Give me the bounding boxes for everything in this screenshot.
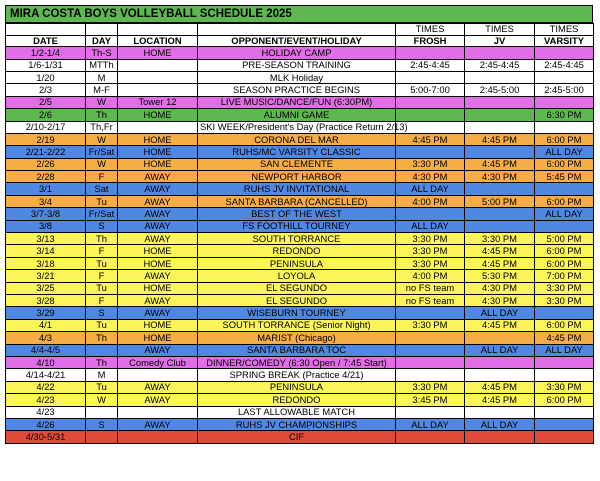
jv-time-cell bbox=[465, 406, 535, 418]
schedule-row bbox=[6, 332, 594, 344]
frosh-time-cell bbox=[396, 96, 465, 108]
schedule-row bbox=[6, 381, 594, 393]
day-cell: MTTh bbox=[86, 59, 118, 71]
date-cell: 2/3 bbox=[6, 84, 86, 96]
frosh-time-cell bbox=[396, 406, 465, 418]
varsity-time-cell bbox=[535, 121, 594, 133]
frosh-time-cell: 3:45 PM bbox=[396, 394, 465, 406]
varsity-time-cell: 6:00 PM bbox=[535, 133, 594, 145]
frosh-time-cell: 3:30 PM bbox=[396, 257, 465, 269]
frosh-time-cell: 3:30 PM bbox=[396, 319, 465, 331]
date-cell: 3/18 bbox=[6, 257, 86, 269]
jv-time-cell: 4:45 PM bbox=[465, 394, 535, 406]
date-cell: 2/5 bbox=[6, 96, 86, 108]
location-cell: Tower 12 bbox=[118, 96, 198, 108]
schedule-row bbox=[6, 257, 594, 269]
location-cell: HOME bbox=[118, 146, 198, 158]
frosh-time-cell bbox=[396, 208, 465, 220]
day-cell: F bbox=[86, 245, 118, 257]
date-cell: 1/6-1/31 bbox=[6, 59, 86, 71]
date-cell: 3/8 bbox=[6, 220, 86, 232]
header-top-cell bbox=[198, 24, 396, 36]
schedule-title: MIRA COSTA BOYS VOLLEYBALL SCHEDULE 2025 bbox=[5, 5, 593, 23]
location-cell: HOME bbox=[118, 133, 198, 145]
date-cell: 4/4-4/5 bbox=[6, 344, 86, 356]
day-cell: Th bbox=[86, 233, 118, 245]
varsity-time-cell bbox=[535, 183, 594, 195]
opponent-cell: PENINSULA bbox=[198, 381, 396, 393]
jv-time-cell: 3:30 PM bbox=[465, 233, 535, 245]
location-cell bbox=[118, 369, 198, 381]
jv-time-cell: 2:45-4:45 bbox=[465, 59, 535, 71]
frosh-time-cell bbox=[396, 356, 465, 368]
opponent-cell: RUHS JV INVITATIONAL bbox=[198, 183, 396, 195]
opponent-cell: DINNER/COMEDY (6:30 Open / 7:45 Start) bbox=[198, 356, 396, 368]
frosh-time-cell: 3:30 PM bbox=[396, 233, 465, 245]
frosh-time-cell: 4:00 PM bbox=[396, 195, 465, 207]
location-cell: HOME bbox=[118, 332, 198, 344]
jv-time-cell bbox=[465, 71, 535, 83]
location-cell: AWAY bbox=[118, 220, 198, 232]
opponent-cell: NEWPORT HARBOR bbox=[198, 171, 396, 183]
opponent-cell: PENINSULA bbox=[198, 257, 396, 269]
location-cell: AWAY bbox=[118, 418, 198, 430]
jv-time-cell: 4:45 PM bbox=[465, 245, 535, 257]
varsity-time-cell: 7:00 PM bbox=[535, 270, 594, 282]
varsity-time-cell: ALL DAY bbox=[535, 146, 594, 158]
opponent-cell: SOUTH TORRANCE (Senior Night) bbox=[198, 319, 396, 331]
header-opponent: OPPONENT/EVENT/HOLIDAY bbox=[198, 35, 396, 47]
frosh-time-cell bbox=[396, 47, 465, 59]
opponent-cell: SANTA BARBARA (CANCELLED) bbox=[198, 195, 396, 207]
frosh-time-cell bbox=[396, 307, 465, 319]
schedule-row bbox=[6, 195, 594, 207]
jv-time-cell bbox=[465, 369, 535, 381]
header-top-cell: TIMES bbox=[396, 24, 465, 36]
opponent-cell: ALUMNI GAME bbox=[198, 109, 396, 121]
day-cell: Th bbox=[86, 356, 118, 368]
day-cell: Tu bbox=[86, 195, 118, 207]
location-cell: AWAY bbox=[118, 208, 198, 220]
frosh-time-cell: 5:00-7:00 bbox=[396, 84, 465, 96]
schedule-row bbox=[6, 282, 594, 294]
schedule-row bbox=[6, 133, 594, 145]
day-cell: S bbox=[86, 307, 118, 319]
jv-time-cell: 4:45 PM bbox=[465, 381, 535, 393]
varsity-time-cell: 3:30 PM bbox=[535, 282, 594, 294]
schedule-row bbox=[6, 183, 594, 195]
frosh-time-cell: 3:30 PM bbox=[396, 158, 465, 170]
schedule-row bbox=[6, 84, 594, 96]
date-cell: 2/26 bbox=[6, 158, 86, 170]
day-cell: W bbox=[86, 96, 118, 108]
schedule-row bbox=[6, 208, 594, 220]
schedule-row bbox=[6, 394, 594, 406]
jv-time-cell: 4:30 PM bbox=[465, 171, 535, 183]
varsity-time-cell bbox=[535, 406, 594, 418]
frosh-time-cell: ALL DAY bbox=[396, 418, 465, 430]
opponent-cell: MARIST (Chicago) bbox=[198, 332, 396, 344]
opponent-cell: PRE-SEASON TRAINING bbox=[198, 59, 396, 71]
day-cell: Fr/Sat bbox=[86, 146, 118, 158]
day-cell: S bbox=[86, 418, 118, 430]
frosh-time-cell: 4:00 PM bbox=[396, 270, 465, 282]
header-date: DATE bbox=[6, 35, 86, 47]
frosh-time-cell: ALL DAY bbox=[396, 183, 465, 195]
opponent-cell: REDONDO bbox=[198, 394, 396, 406]
day-cell: Sat bbox=[86, 183, 118, 195]
frosh-time-cell bbox=[396, 369, 465, 381]
date-cell: 4/23 bbox=[6, 394, 86, 406]
date-cell: 3/21 bbox=[6, 270, 86, 282]
frosh-time-cell: 2:45-4:45 bbox=[396, 59, 465, 71]
frosh-time-cell: 3:30 PM bbox=[396, 245, 465, 257]
frosh-time-cell: 4:45 PM bbox=[396, 133, 465, 145]
frosh-time-cell: 3:30 PM bbox=[396, 381, 465, 393]
varsity-time-cell bbox=[535, 220, 594, 232]
jv-time-cell: 5:00 PM bbox=[465, 195, 535, 207]
location-cell: HOME bbox=[118, 319, 198, 331]
day-cell: Th,Fr bbox=[86, 121, 118, 133]
schedule-row bbox=[6, 233, 594, 245]
location-cell: AWAY bbox=[118, 295, 198, 307]
schedule-row bbox=[6, 319, 594, 331]
jv-time-cell: 5:30 PM bbox=[465, 270, 535, 282]
day-cell: S bbox=[86, 220, 118, 232]
varsity-time-cell: 6:00 PM bbox=[535, 158, 594, 170]
date-cell: 2/10-2/17 bbox=[6, 121, 86, 133]
varsity-time-cell: ALL DAY bbox=[535, 344, 594, 356]
location-cell: AWAY bbox=[118, 183, 198, 195]
schedule-row bbox=[6, 406, 594, 418]
location-cell: HOME bbox=[118, 282, 198, 294]
date-cell: 2/6 bbox=[6, 109, 86, 121]
day-cell: W bbox=[86, 394, 118, 406]
varsity-time-cell: 3:30 PM bbox=[535, 295, 594, 307]
location-cell bbox=[118, 84, 198, 96]
day-cell: F bbox=[86, 270, 118, 282]
jv-time-cell bbox=[465, 146, 535, 158]
day-cell bbox=[86, 344, 118, 356]
location-cell: HOME bbox=[118, 158, 198, 170]
schedule-sheet bbox=[5, 5, 593, 444]
location-cell bbox=[118, 71, 198, 83]
date-cell: 3/28 bbox=[6, 295, 86, 307]
schedule-row bbox=[6, 59, 594, 71]
schedule-table bbox=[5, 23, 594, 444]
opponent-cell: RUHS/MC VARSITY CLASSIC bbox=[198, 146, 396, 158]
header-top-cell bbox=[6, 24, 86, 36]
location-cell: AWAY bbox=[118, 307, 198, 319]
schedule-row bbox=[6, 121, 594, 133]
opponent-cell: SAN CLEMENTE bbox=[198, 158, 396, 170]
opponent-cell: LIVE MUSIC/DANCE/FUN (6:30PM) bbox=[198, 96, 396, 108]
jv-time-cell: 4:45 PM bbox=[465, 257, 535, 269]
schedule-row bbox=[6, 307, 594, 319]
day-cell: M-F bbox=[86, 84, 118, 96]
schedule-row bbox=[6, 295, 594, 307]
day-cell: Th bbox=[86, 332, 118, 344]
opponent-cell: CIF bbox=[198, 431, 396, 443]
schedule-row bbox=[6, 146, 594, 158]
frosh-time-cell: no FS team bbox=[396, 282, 465, 294]
schedule-row bbox=[6, 47, 594, 59]
opponent-cell: FS FOOTHILL TOURNEY bbox=[198, 220, 396, 232]
date-cell: 3/7-3/8 bbox=[6, 208, 86, 220]
varsity-time-cell: 3:30 PM bbox=[535, 381, 594, 393]
location-cell: AWAY bbox=[118, 344, 198, 356]
header-day: DAY bbox=[86, 35, 118, 47]
date-cell: 2/21-2/22 bbox=[6, 146, 86, 158]
location-cell: HOME bbox=[118, 109, 198, 121]
opponent-cell: BEST OF THE WEST bbox=[198, 208, 396, 220]
location-cell: HOME bbox=[118, 257, 198, 269]
schedule-row bbox=[6, 220, 594, 232]
header-top-cell: TIMES bbox=[465, 24, 535, 36]
opponent-cell: LAST ALLOWABLE MATCH bbox=[198, 406, 396, 418]
opponent-cell: EL SEGUNDO bbox=[198, 295, 396, 307]
frosh-time-cell: no FS team bbox=[396, 295, 465, 307]
jv-time-cell bbox=[465, 431, 535, 443]
opponent-cell: SANTA BARBARA TOC bbox=[198, 344, 396, 356]
day-cell: Fr/Sat bbox=[86, 208, 118, 220]
date-cell: 2/28 bbox=[6, 171, 86, 183]
jv-time-cell bbox=[465, 47, 535, 59]
day-cell bbox=[86, 406, 118, 418]
varsity-time-cell: 2:45-5:00 bbox=[535, 84, 594, 96]
varsity-time-cell: 6:00 PM bbox=[535, 394, 594, 406]
schedule-row bbox=[6, 356, 594, 368]
opponent-cell: SKI WEEK/President's Day (Practice Return 2/13) bbox=[198, 121, 396, 133]
location-cell bbox=[118, 431, 198, 443]
date-cell: 4/3 bbox=[6, 332, 86, 344]
date-cell: 4/10 bbox=[6, 356, 86, 368]
header-varsity: VARSITY bbox=[535, 35, 594, 47]
day-cell: W bbox=[86, 133, 118, 145]
location-cell: AWAY bbox=[118, 270, 198, 282]
opponent-cell: WISEBURN TOURNEY bbox=[198, 307, 396, 319]
day-cell: Tu bbox=[86, 282, 118, 294]
opponent-cell: SPRING BREAK (Practice 4/21) bbox=[198, 369, 396, 381]
day-cell: Th-S bbox=[86, 47, 118, 59]
location-cell: AWAY bbox=[118, 233, 198, 245]
day-cell bbox=[86, 431, 118, 443]
varsity-time-cell bbox=[535, 307, 594, 319]
date-cell: 4/30-5/31 bbox=[6, 431, 86, 443]
header-top-cell bbox=[86, 24, 118, 36]
date-cell: 3/14 bbox=[6, 245, 86, 257]
location-cell: HOME bbox=[118, 47, 198, 59]
varsity-time-cell: 6:00 PM bbox=[535, 319, 594, 331]
opponent-cell: CORONA DEL MAR bbox=[198, 133, 396, 145]
jv-time-cell bbox=[465, 208, 535, 220]
jv-time-cell bbox=[465, 356, 535, 368]
opponent-cell: SOUTH TORRANCE bbox=[198, 233, 396, 245]
day-cell: W bbox=[86, 158, 118, 170]
location-cell: AWAY bbox=[118, 195, 198, 207]
date-cell: 4/14-4/21 bbox=[6, 369, 86, 381]
varsity-time-cell bbox=[535, 431, 594, 443]
varsity-time-cell: 6:00 PM bbox=[535, 245, 594, 257]
schedule-row bbox=[6, 431, 594, 443]
jv-time-cell: ALL DAY bbox=[465, 418, 535, 430]
varsity-time-cell bbox=[535, 356, 594, 368]
varsity-time-cell: 2:45-4:45 bbox=[535, 59, 594, 71]
frosh-time-cell bbox=[396, 431, 465, 443]
jv-time-cell: 4:45 PM bbox=[465, 319, 535, 331]
jv-time-cell: 4:45 PM bbox=[465, 158, 535, 170]
jv-time-cell: ALL DAY bbox=[465, 307, 535, 319]
varsity-time-cell bbox=[535, 71, 594, 83]
opponent-cell: SEASON PRACTICE BEGINS bbox=[198, 84, 396, 96]
date-cell: 1/20 bbox=[6, 71, 86, 83]
jv-time-cell: 4:45 PM bbox=[465, 133, 535, 145]
opponent-cell: MLK Holiday bbox=[198, 71, 396, 83]
date-cell: 3/29 bbox=[6, 307, 86, 319]
header-times-row bbox=[6, 24, 594, 36]
varsity-time-cell: 5:00 PM bbox=[535, 233, 594, 245]
varsity-time-cell bbox=[535, 369, 594, 381]
frosh-time-cell: ALL DAY bbox=[396, 220, 465, 232]
schedule-row bbox=[6, 109, 594, 121]
jv-time-cell bbox=[465, 220, 535, 232]
schedule-row bbox=[6, 369, 594, 381]
frosh-time-cell bbox=[396, 71, 465, 83]
varsity-time-cell bbox=[535, 418, 594, 430]
location-cell bbox=[118, 59, 198, 71]
header-location: LOCATION bbox=[118, 35, 198, 47]
date-cell: 3/13 bbox=[6, 233, 86, 245]
jv-time-cell bbox=[465, 332, 535, 344]
frosh-time-cell bbox=[396, 146, 465, 158]
header-top-cell: TIMES bbox=[535, 24, 594, 36]
location-cell: AWAY bbox=[118, 171, 198, 183]
header-frosh: FROSH bbox=[396, 35, 465, 47]
day-cell: M bbox=[86, 71, 118, 83]
schedule-row bbox=[6, 344, 594, 356]
schedule-row bbox=[6, 158, 594, 170]
date-cell: 4/1 bbox=[6, 319, 86, 331]
date-cell: 1/2-1/4 bbox=[6, 47, 86, 59]
location-cell: AWAY bbox=[118, 381, 198, 393]
location-cell: HOME bbox=[118, 245, 198, 257]
varsity-time-cell: 4:45 PM bbox=[535, 332, 594, 344]
header-top-cell bbox=[118, 24, 198, 36]
schedule-row bbox=[6, 418, 594, 430]
schedule-row bbox=[6, 171, 594, 183]
frosh-time-cell bbox=[396, 109, 465, 121]
jv-time-cell bbox=[465, 96, 535, 108]
day-cell: F bbox=[86, 171, 118, 183]
opponent-cell: RUHS JV CHAMPIONSHIPS bbox=[198, 418, 396, 430]
varsity-time-cell: 6:30 PM bbox=[535, 109, 594, 121]
schedule-row bbox=[6, 71, 594, 83]
location-cell: Comedy Club bbox=[118, 356, 198, 368]
day-cell: F bbox=[86, 295, 118, 307]
location-cell bbox=[118, 121, 198, 133]
date-cell: 3/25 bbox=[6, 282, 86, 294]
day-cell: Tu bbox=[86, 319, 118, 331]
date-cell: 3/4 bbox=[6, 195, 86, 207]
location-cell: AWAY bbox=[118, 394, 198, 406]
jv-time-cell bbox=[465, 121, 535, 133]
location-cell bbox=[118, 406, 198, 418]
varsity-time-cell bbox=[535, 96, 594, 108]
jv-time-cell bbox=[465, 109, 535, 121]
date-cell: 3/1 bbox=[6, 183, 86, 195]
day-cell: Tu bbox=[86, 381, 118, 393]
header-jv: JV bbox=[465, 35, 535, 47]
frosh-time-cell: 4:30 PM bbox=[396, 171, 465, 183]
varsity-time-cell: 5:45 PM bbox=[535, 171, 594, 183]
date-cell: 4/22 bbox=[6, 381, 86, 393]
frosh-time-cell bbox=[396, 332, 465, 344]
varsity-time-cell: 6:00 PM bbox=[535, 195, 594, 207]
opponent-cell: EL SEGUNDO bbox=[198, 282, 396, 294]
date-cell: 2/19 bbox=[6, 133, 86, 145]
opponent-cell: HOLIDAY CAMP bbox=[198, 47, 396, 59]
day-cell: Th bbox=[86, 109, 118, 121]
jv-time-cell: 4:30 PM bbox=[465, 295, 535, 307]
varsity-time-cell: 6:00 PM bbox=[535, 257, 594, 269]
date-cell: 4/26 bbox=[6, 418, 86, 430]
header-row bbox=[6, 35, 594, 47]
jv-time-cell bbox=[465, 183, 535, 195]
day-cell: Tu bbox=[86, 257, 118, 269]
jv-time-cell: 4:30 PM bbox=[465, 282, 535, 294]
frosh-time-cell bbox=[396, 344, 465, 356]
date-cell: 4/23 bbox=[6, 406, 86, 418]
schedule-row bbox=[6, 96, 594, 108]
schedule-row bbox=[6, 245, 594, 257]
jv-time-cell: ALL DAY bbox=[465, 344, 535, 356]
schedule-row bbox=[6, 270, 594, 282]
day-cell: M bbox=[86, 369, 118, 381]
jv-time-cell: 2:45-5:00 bbox=[465, 84, 535, 96]
varsity-time-cell: ALL DAY bbox=[535, 208, 594, 220]
opponent-cell: LOYOLA bbox=[198, 270, 396, 282]
opponent-cell: REDONDO bbox=[198, 245, 396, 257]
varsity-time-cell bbox=[535, 47, 594, 59]
